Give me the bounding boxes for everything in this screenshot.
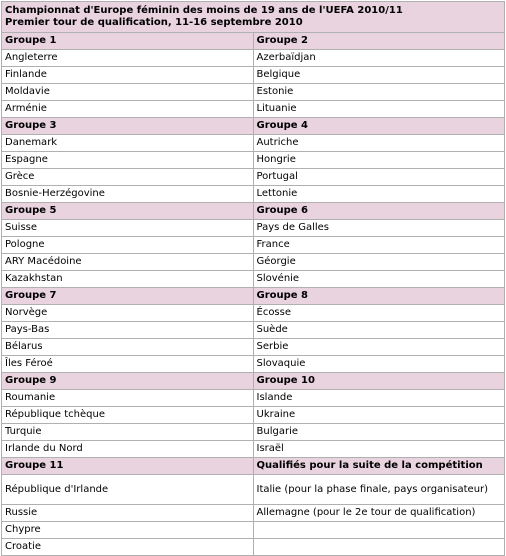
team-cell: Islande (253, 390, 505, 407)
qualification-table (1, 1, 505, 556)
team-cell: ARY Macédoine (2, 254, 254, 271)
table-row (2, 186, 505, 203)
team-cell: Belgique (253, 67, 505, 84)
team-cell: Lettonie (253, 186, 505, 203)
group-header: Groupe 3 (2, 118, 254, 135)
team-cell: Écosse (253, 305, 505, 322)
team-cell: Chypre (2, 522, 254, 539)
team-cell: Hongrie (253, 152, 505, 169)
team-cell: Irlande du Nord (2, 441, 254, 458)
team-cell: Bulgarie (253, 424, 505, 441)
qualification-table-container (1, 1, 505, 556)
group-header: Groupe 7 (2, 288, 254, 305)
team-cell: Géorgie (253, 254, 505, 271)
table-row (2, 356, 505, 373)
team-cell: Russie (2, 505, 254, 522)
team-cell: Finlande (2, 67, 254, 84)
team-cell: Espagne (2, 152, 254, 169)
group-header: Groupe 2 (253, 33, 505, 50)
team-cell: Portugal (253, 169, 505, 186)
group-header: Groupe 5 (2, 203, 254, 220)
table-row (2, 135, 505, 152)
team-cell: Grèce (2, 169, 254, 186)
group-header-row (2, 288, 505, 305)
group-header: Groupe 8 (253, 288, 505, 305)
table-row (2, 505, 505, 522)
team-cell (253, 522, 505, 539)
table-row (2, 152, 505, 169)
team-cell: Slovaquie (253, 356, 505, 373)
table-row (2, 390, 505, 407)
group-header-row (2, 458, 505, 475)
team-cell: Lituanie (253, 101, 505, 118)
table-row (2, 220, 505, 237)
team-cell: Turquie (2, 424, 254, 441)
team-cell: République d'Irlande (2, 475, 254, 505)
table-title-row (2, 2, 505, 33)
table-row (2, 407, 505, 424)
team-cell: Danemark (2, 135, 254, 152)
team-cell: Angleterre (2, 50, 254, 67)
team-cell: Allemagne (pour le 2e tour de qualification) (253, 505, 505, 522)
table-title-cell (2, 2, 505, 33)
group-header-row (2, 33, 505, 50)
team-cell: Autriche (253, 135, 505, 152)
team-cell: Slovénie (253, 271, 505, 288)
team-cell: Ukraine (253, 407, 505, 424)
team-cell: Kazakhstan (2, 271, 254, 288)
table-row (2, 67, 505, 84)
team-cell: Moldavie (2, 84, 254, 101)
table-row (2, 539, 505, 556)
team-cell: Israël (253, 441, 505, 458)
team-cell: République tchèque (2, 407, 254, 424)
group-header: Groupe 1 (2, 33, 254, 50)
group-header: Groupe 6 (253, 203, 505, 220)
table-row (2, 237, 505, 254)
table-row (2, 50, 505, 67)
team-cell (253, 539, 505, 556)
table-row (2, 424, 505, 441)
table-row (2, 339, 505, 356)
team-cell: Suisse (2, 220, 254, 237)
team-cell: Suède (253, 322, 505, 339)
team-cell: Italie (pour la phase finale, pays organisateur) (253, 475, 505, 505)
table-row (2, 84, 505, 101)
table-row (2, 305, 505, 322)
group-header: Qualifiés pour la suite de la compétition (253, 458, 505, 475)
team-cell: Bosnie-Herzégovine (2, 186, 254, 203)
team-cell: France (253, 237, 505, 254)
table-row (2, 522, 505, 539)
team-cell: Serbie (253, 339, 505, 356)
team-cell: Îles Féroé (2, 356, 254, 373)
group-header-row (2, 203, 505, 220)
table-title-line2: Premier tour de qualification, 11-16 septembre 2010 (5, 17, 303, 28)
group-header-row (2, 373, 505, 390)
table-title-line1: Championnat d'Europe féminin des moins de 19 ans de l'UEFA 2010/11 (5, 5, 403, 16)
table-row (2, 101, 505, 118)
team-cell: Bélarus (2, 339, 254, 356)
table-row (2, 254, 505, 271)
table-row (2, 169, 505, 186)
group-header: Groupe 11 (2, 458, 254, 475)
team-cell: Roumanie (2, 390, 254, 407)
table-row (2, 441, 505, 458)
group-header: Groupe 9 (2, 373, 254, 390)
group-header: Groupe 10 (253, 373, 505, 390)
table-row (2, 271, 505, 288)
team-cell: Pologne (2, 237, 254, 254)
team-cell: Estonie (253, 84, 505, 101)
group-header-row (2, 118, 505, 135)
team-cell: Pays-Bas (2, 322, 254, 339)
group-header: Groupe 4 (253, 118, 505, 135)
table-row (2, 475, 505, 505)
team-cell: Norvège (2, 305, 254, 322)
table-row (2, 322, 505, 339)
team-cell: Arménie (2, 101, 254, 118)
team-cell: Croatie (2, 539, 254, 556)
team-cell: Azerbaïdjan (253, 50, 505, 67)
team-cell: Pays de Galles (253, 220, 505, 237)
